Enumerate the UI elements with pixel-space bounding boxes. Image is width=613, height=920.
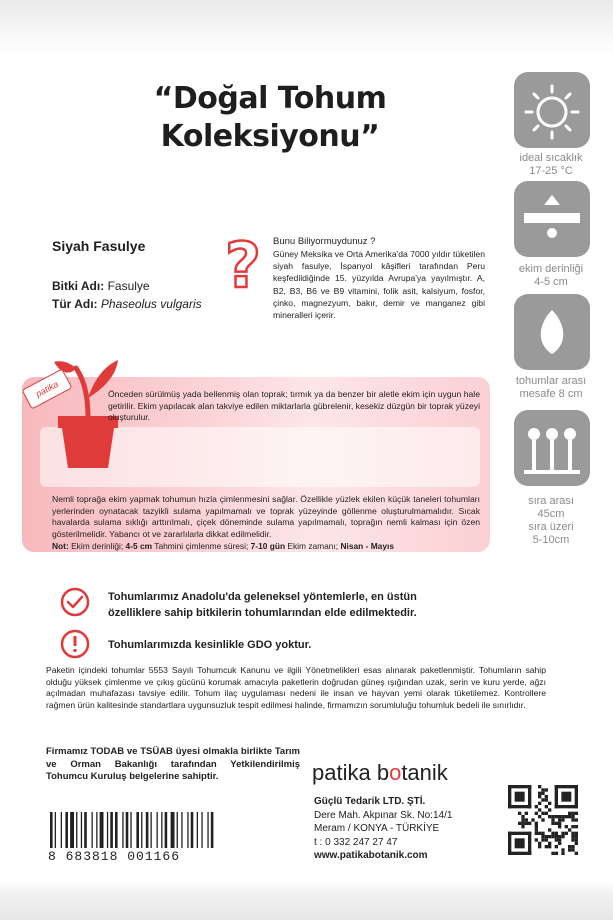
growing-info-sidebar — [496, 58, 606, 558]
species-line — [52, 297, 202, 311]
note-germ-value: 7-10 gün — [250, 541, 286, 551]
row-over-label: sıra üzeri — [528, 521, 574, 533]
note-germ-label: Tahmini çimlenme süresi; — [154, 541, 249, 551]
checkmark-icon — [60, 587, 90, 617]
company-name: Güçlü Tedarik LTD. ŞTİ. — [314, 796, 426, 807]
title-line-1: “Doğal Tohum — [153, 81, 387, 116]
warning-icon — [60, 629, 90, 659]
plant-name-line — [52, 279, 150, 293]
instructions-paragraph-1: Önceden sürülmüş yada bellenmiş olan toprak; tırmık ya da benzer bir aletle ekim için uygun hale getirilir. Ekim yapılacak alan takviye edilen miktarlarla gübrelenir, kesekiz düzgün bir toprak yüzeyi oluşturulur. — [108, 389, 480, 423]
title-line-2: Koleksiyonu” — [160, 119, 380, 154]
packet-bottom-seal — [0, 880, 613, 920]
row-value: 45cm — [537, 508, 565, 520]
note-depth-value: 4-5 cm — [125, 541, 153, 551]
company-web: www.patikabotanik.com — [314, 850, 428, 861]
temp-value: 17-25 °C — [529, 165, 573, 177]
company-phone: t : 0 332 247 27 47 — [314, 836, 398, 848]
note-time-label: Ekim zamanı; — [287, 541, 339, 551]
spacing-value: mesafe 8 cm — [519, 388, 583, 400]
logo-part-2: o — [389, 760, 402, 785]
plant-name-label: Bitki Adı: — [52, 279, 105, 293]
barcode — [46, 812, 246, 848]
depth-value: 4-5 cm — [534, 276, 568, 288]
brand-logo — [312, 760, 448, 786]
gmo-free-claim: Tohumlarımızda kesinlikle GDO yoktur. — [108, 639, 312, 651]
plant-name-value: Fasulye — [107, 279, 150, 293]
company-info — [314, 795, 488, 863]
depth-label: ekim derinliği — [518, 263, 584, 275]
packet-top-seal — [0, 0, 613, 56]
seed-spacing-icon — [514, 294, 590, 370]
page-title — [110, 80, 430, 156]
question-mark-icon: ? — [225, 229, 261, 302]
planting-note — [52, 541, 480, 553]
tradition-claim: Tohumlarımız Anadolu'da geleneksel yöntemlerle, en üstün özelliklere sahip bitkilerin tohumlarından elde edilmektedir. — [108, 591, 417, 619]
logo-part-1: patika b — [312, 760, 390, 785]
did-you-know-title: Bunu Biliyormuydunuz ? — [273, 236, 376, 247]
row-over-value: 5-10cm — [532, 534, 570, 546]
species-value: Phaseolus vulgaris — [100, 297, 202, 311]
qr-code — [508, 785, 578, 855]
note-time-value: Nisan - Mayıs — [340, 541, 394, 551]
temp-label: ideal sıcaklık — [519, 152, 583, 164]
sowing-depth-icon — [514, 181, 590, 257]
row-label: sıra arası — [528, 495, 574, 507]
did-you-know-text: Güney Meksika ve Orta Amerika'da 7000 yıldır tüketilen siyah fasulye, İspanyol kâşifleri tarafından Peru keşfedildiğinde 15. yüzyılda Avrupa'ya yayılmıştır. A, B2, B3, B6 ve B9 vitamini, folik asit, kalsiyum, fosfor, çinko, magnezyum, bakır, demir ve manganez gibi mineralleri içerir. — [273, 249, 485, 321]
legal-text: Paketin içindeki tohumlar 5553 Sayılı Tohumcuk Kanunu ve ilgili Yönetmelikleri esas alınarak paketlenmiştir. Tohumların sahip olduğu yüksek çimlenme ve çıkış gücünü korumak amacıyla paketlerin doğrudan güneş ışığından uzak, serin ve kuru yerde, ağzı açılmadan muhafazası tavsiye edilir. Tohum ilaç uygulaması nedeni ile insan ve hayvan yemi olarak tüketilemez. Kontrollere rağmen ürün kalitesinde standartlara uygunsuzluk tespit edilmesi halinde, firmamızın sorumluluğu tohumluk bedeli ile sınırlıdır. — [46, 665, 546, 710]
species-label: Tür Adı: — [52, 297, 98, 311]
barcode-number: 8 683818 001166 — [48, 849, 181, 864]
company-address-1: Dere Mah. Akpınar Sk. No:14/1 — [314, 809, 453, 821]
spacing-label: tohumlar arası — [515, 375, 587, 387]
company-address-2: Meram / KONYA - TÜRKİYE — [314, 823, 440, 834]
row-spacing-icon — [514, 410, 590, 486]
note-label: Not: — [52, 541, 69, 551]
note-depth-label: Ekim derinliği; — [71, 541, 124, 551]
instructions-paragraph-2: Nemli toprağa ekim yapmak tohumun hızla çimlenmesini sağlar. Özellikle yüzlek ekilen küçük taneleri tohumları yerlerinden oynatacak tazyikli sulama yapılmamalı ve toprak yüzeyinde göllenme oluşturulmamalıdır. Sıcak havalarda sulama sıklığı arttırılmalı, çiçek döneminde sulama yapılmamalı, toprağın nemli kalması için özen gösterilmelidir. Yabancı ot ve zararlılarla dikkat edilmelidir. — [52, 494, 480, 539]
brand-tag: patika — [22, 368, 73, 409]
membership-text: Firmamız TODAB ve TSÜAB üyesi olmakla birlikte Tarım ve Orman Bakanlığı tarafından Yetkilendirilmiş Tohumcu Kuruluş belgelerine sahiptir. — [46, 746, 300, 782]
product-name: Siyah Fasulye — [52, 238, 146, 254]
logo-part-3: tanik — [401, 760, 448, 785]
sun-icon — [514, 72, 590, 148]
